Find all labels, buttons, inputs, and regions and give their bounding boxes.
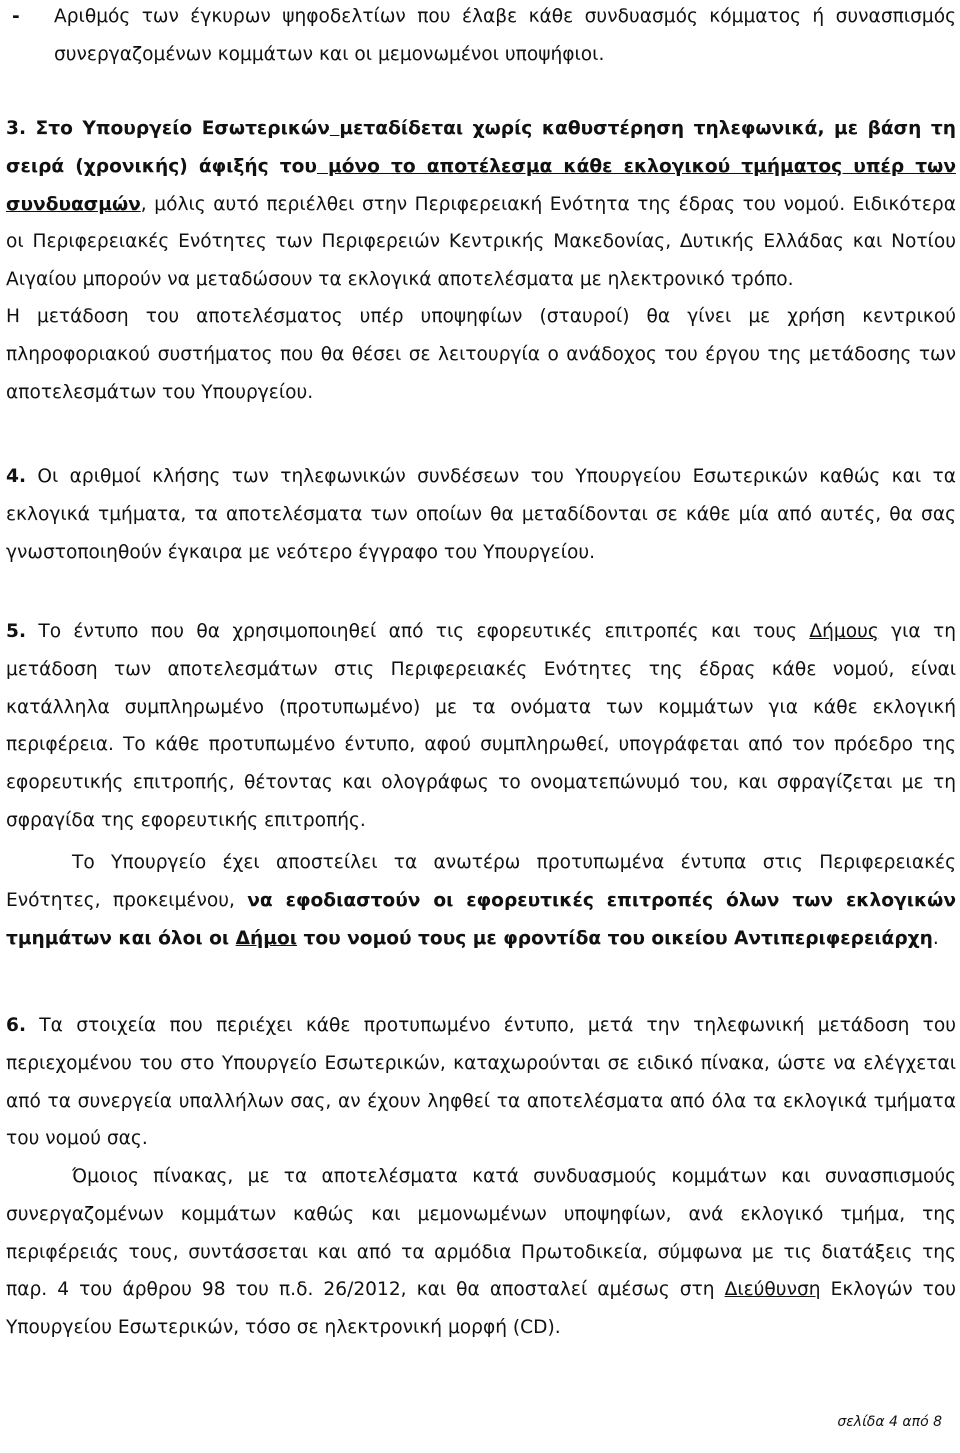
p5b-bold-b: του νομού τους με φροντίδα του οικείου Αντιπεριφερειάρχη xyxy=(296,927,933,949)
p5b-bold-a: να εφοδιαστούν οι εφορευτικές επιτροπές όλων των εκλογικών τμημάτων και όλοι οι xyxy=(6,889,956,949)
p5b-end: . xyxy=(932,927,939,949)
p5b-text-a: Το Υπουργείο έχει αποστείλει τα ανωτέρω προτυπωμένα έντυπα στις Περιφερειακές Ενότητες, προκειμένου, xyxy=(6,852,956,911)
p3-bold-a: 3. Στο Υπουργείο Εσωτερικών xyxy=(6,118,330,139)
p5-number: 5. xyxy=(6,621,27,642)
p5-text-a: Το έντυπο που θα χρησιμοποιηθεί από τις εφορευτικές επιτροπές και τους xyxy=(26,621,810,642)
p6b-text: Όμοιος πίνακας, με τα αποτελέσματα κατά συνδυασμούς κομμάτων και συνασπισμούς συνεργαζομένων κομμάτων καθώς και μεμονωμένων υποψηφίων, ανά εκλογικό τμήμα, της περιφέρειάς τους, συντάσσεται και από τα αρμόδια Πρωτοδικεία, σύμφωνα με τις διατάξεις της παρ. 4 του άρθρου 98 του π.δ. 26/2012, και θα αποσταλεί αμέσως στη xyxy=(6,1166,956,1301)
p6-text: Τα στοιχεία που περιέχει κάθε προτυπωμένο έντυπο, μετά την τηλεφωνική μετάδοση του περιεχομένου του στο Υπουργείο Εσωτερικών, καταχωρούνται σε ειδικό πίνακα, ώστε να ελέγχεται από τα συνεργεία υπαλλήλων σας, αν έχουν ληφθεί τα αποτελέσματα από όλα τα εκλογικά τμήματα του νομού σας. xyxy=(6,1015,956,1150)
p3-text-b: Ειδικότερα οι Περιφερειακές Ενότητες των Περιφερειών Κεντρικής Μακεδονίας, Δυτικής Ελλάδας και Νοτίου Αιγαίου μπορούν να μεταδώσουν τα εκλογικά αποτελέσματα με ηλεκτρονικό τρόπο. xyxy=(6,193,956,291)
paragraph-6 xyxy=(6,1007,956,1158)
p6b-diefthinsi: Διεύθυνση xyxy=(724,1279,821,1301)
p5-dimous: Δήμους xyxy=(809,621,879,642)
p6-number: 6. xyxy=(6,1015,27,1036)
bullet-item xyxy=(6,0,956,74)
p4-text: Οι αριθμοί κλήσης των τηλεφωνικών συνδέσεων του Υπουργείου Εσωτερικών καθώς και τα εκλογικά τμήματα, τα αποτελέσματα των οποίων θα μεταδίδονται σε κάθε μία από αυτές, θα σας γνωστοποιηθούν έγκαιρα με νεότερο έγγραφο του Υπουργείου. xyxy=(6,466,956,563)
p3-bold-b: μεταδίδεται χωρίς καθυστέρηση τηλεφωνικά, με βάση τη σειρά (χρονικής) άφιξής του xyxy=(6,118,956,177)
p6b-text-b: Εκλογών του Υπουργείου Εσωτερικών, τόσο σε ηλεκτρονική μορφή (CD). xyxy=(6,1279,957,1339)
p5-text-b: για τη μετάδοση των αποτελεσμάτων στις Περιφερειακές Ενότητες της έδρας κάθε νομού, είναι κατάλληλα συμπληρωμένο (προτυπωμένο) με τα ονόματα των κομμάτων για κάθε εκλογική περιφέρεια. Το κάθε προτυπωμένο έντυπο, αφού συμπληρωθεί, υπογράφεται από τον πρόεδρο της εφορευτικής επιτροπής, θέτοντας και ολογράφως το ονοματεπώνυμό του, και σφραγίζεται με τη σφραγίδα της εφορευτικής επιτροπής. xyxy=(6,621,956,831)
p5b-bold-dimoi: Δήμοι xyxy=(235,927,297,949)
p4-number: 4. xyxy=(6,466,27,487)
p3-bold-c: μόνο το αποτέλεσμα κάθε εκλογικού τμήματος υπέρ των συνδυασμών xyxy=(6,155,956,215)
paragraph-3 xyxy=(6,110,956,299)
paragraph-3b xyxy=(6,298,956,411)
bullet-dash: - xyxy=(12,6,20,27)
paragraph-5b xyxy=(6,844,956,957)
p3-text-a: , μόλις αυτό περιέλθει στην Περιφερειακή Ενότητα της έδρας του νομού. xyxy=(140,193,846,215)
p3b-text: Η μετάδοση του αποτελέσματος υπέρ υποψηφίων (σταυροί) θα γίνει με χρήση κεντρικού πληροφοριακού συστήματος που θα θέσει σε λειτουργία ο ανάδοχος του έργου της μετάδοσης των αποτελεσμάτων του Υπουργείου. xyxy=(6,306,956,403)
paragraph-4 xyxy=(6,458,956,571)
p3-bold-gap xyxy=(330,118,340,139)
bullet-text: Αριθμός των έγκυρων ψηφοδελτίων που έλαβε κάθε συνδυασμός κόμματος ή συνασπισμός συνεργαζομένων κομμάτων και οι μεμονωμένοι υποψήφιοι. xyxy=(54,6,956,65)
paragraph-5 xyxy=(6,613,956,840)
page-number-footer: σελίδα 4 από 8 xyxy=(837,1414,942,1430)
paragraph-6b xyxy=(6,1158,956,1347)
